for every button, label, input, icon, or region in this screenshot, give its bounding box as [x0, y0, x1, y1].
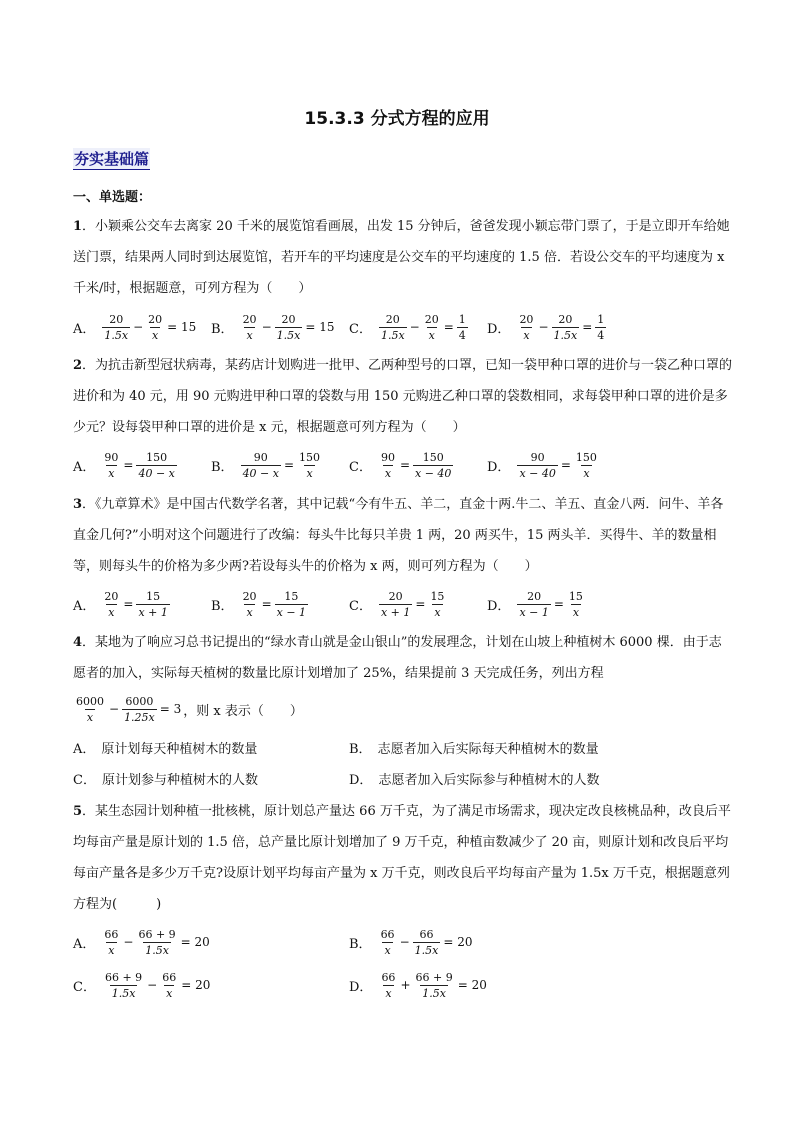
q3-option-a[interactable]: A． $\frac{20}{x}$ = $\frac{15}{x + 1}$ [73, 589, 168, 619]
question-text: ．为抗击新型冠状病毒，某药店计划购进一批甲、乙两种型号的口罩，已知一袋甲种口罩的进价与一袋乙种口罩的进价和为 40 元，用 90 元购进甲种口罩的袋数与用 150 元购进乙种口罩的袋数相同，求每袋甲种口罩的进价是多少元？设每袋甲种口罩的进价是 x 元，根据题意可列方程为（ ） [73, 358, 733, 435]
fraction: $\frac{66}{1.5x}$ [414, 927, 439, 957]
option-label: C． [349, 459, 372, 475]
option-label: B． [211, 598, 234, 614]
fraction: $\frac{66 + 9}{1.5x}$ [415, 970, 453, 1000]
option-label: C． [73, 772, 96, 788]
q4-equation: $\frac{6000}{x}$ − $\frac{6000}{1.25x}$ = 3 ，则 x 表示（ ） [76, 694, 303, 724]
q3-option-c[interactable]: C． $\frac{20}{x + 1}$ = $\frac{15}{x}$ [349, 589, 445, 619]
q4-option-c[interactable]: C． 原计划参与种植树木的人数 [73, 761, 258, 795]
option-label: A． [73, 321, 96, 337]
fraction: $\frac{66}{x}$ [162, 970, 177, 1000]
fraction: $\frac{1}{4}$ [458, 312, 466, 342]
q4-option-a[interactable]: A． 原计划每天种植树木的数量 [73, 730, 257, 764]
question-4 [73, 627, 733, 689]
question-number: 4 [73, 635, 83, 650]
q5-option-b[interactable]: B． $\frac{66}{x}$ − $\frac{66}{1.5x}$ = 20 [349, 927, 473, 957]
fraction: $\frac{90}{x - 40}$ [519, 450, 556, 480]
option-label: C． [349, 598, 372, 614]
q4-option-b[interactable]: B． 志愿者加入后实际每天种植树木的数量 [349, 730, 599, 764]
option-label: D． [349, 979, 373, 995]
question-number: 3 [73, 497, 83, 512]
question-number: 1 [73, 219, 83, 234]
fraction: $\frac{90}{x}$ [380, 450, 395, 480]
question-2 [73, 350, 733, 443]
q2-options [73, 448, 733, 482]
q4-option-d[interactable]: D． 志愿者加入后实际参与种植树木的人数 [349, 761, 599, 795]
option-label: A． [73, 741, 96, 757]
fraction: $\frac{20}{x}$ [104, 589, 119, 619]
q2-option-a[interactable]: A． $\frac{90}{x}$ = $\frac{150}{40 - x}$ [73, 450, 175, 480]
option-label: D． [487, 321, 511, 337]
option-label: D． [487, 598, 511, 614]
q4-options-row-1 [73, 730, 733, 764]
fraction: $\frac{6000}{1.25x}$ [124, 694, 155, 724]
fraction: $\frac{20}{1.5x}$ [553, 312, 578, 342]
option-label: D． [487, 459, 511, 475]
option-label: A． [73, 598, 96, 614]
q1-option-c[interactable]: C． $\frac{20}{1.5x}$ − $\frac{20}{x}$ = $\frac{1}{4}$ [349, 312, 466, 342]
fraction: $\frac{150}{x - 40}$ [415, 450, 452, 480]
fraction: $\frac{20}{x}$ [519, 312, 534, 342]
question-3 [73, 489, 733, 582]
fraction: $\frac{150}{x}$ [299, 450, 321, 480]
q4-options-row-2 [73, 761, 733, 795]
question-5 [73, 796, 733, 920]
q1-options [73, 310, 733, 344]
fraction: $\frac{150}{x}$ [575, 450, 597, 480]
q1-option-a[interactable]: A． $\frac{20}{1.5x}$ − $\frac{20}{x}$ = 15 [73, 312, 197, 342]
fraction: $\frac{20}{x}$ [148, 312, 163, 342]
q5-options-row-1 [73, 925, 733, 959]
part-heading: 一、单选题： [73, 190, 152, 205]
fraction: $\frac{15}{x + 1}$ [138, 589, 168, 619]
q2-option-c[interactable]: C． $\frac{90}{x}$ = $\frac{150}{x - 40}$ [349, 450, 452, 480]
q5-option-a[interactable]: A． $\frac{66}{x}$ − $\frac{66 + 9}{1.5x}$ = 20 [73, 927, 210, 957]
question-number: 5 [73, 804, 83, 819]
fraction: $\frac{20}{1.5x}$ [104, 312, 129, 342]
fraction: $\frac{15}{x}$ [568, 589, 583, 619]
question-text: ．某地为了响应习总书记提出的“绿水青山就是金山银山”的发展理念，计划在山坡上种植树木 6000 棵．由于志愿者的加入，实际每天植树的数量比原计划增加了 25%，结果提前 3 天完成任务，列出方程 [73, 635, 722, 681]
fraction: $\frac{15}{x}$ [430, 589, 445, 619]
q2-option-d[interactable]: D． $\frac{90}{x - 40}$ = $\frac{150}{x}$ [487, 450, 597, 480]
fraction: $\frac{66}{x}$ [381, 970, 396, 1000]
fraction: $\frac{1}{4}$ [597, 312, 605, 342]
option-label: B． [211, 321, 234, 337]
option-label: C． [349, 321, 372, 337]
fraction: $\frac{66}{x}$ [104, 927, 119, 957]
q5-option-d[interactable]: D． $\frac{66}{x}$ + $\frac{66 + 9}{1.5x}$ = 20 [349, 970, 487, 1000]
fraction: $\frac{15}{x - 1}$ [276, 589, 307, 619]
fraction: $\frac{20}{1.5x}$ [380, 312, 405, 342]
question-text: ．《九章算术》是中国古代数学名著，其中记载“今有牛五、羊二，直金十两.牛二、羊五、直金八两．问牛、羊各直金几何?”小明对这个问题进行了改编：每头牛比每只羊贵 1 两，20 两买牛，15 两头羊．买得牛、羊的数量相等，则每头牛的价格为多少两?若设每头牛的价格为 x 两，则可列方程为（ ） [73, 497, 724, 574]
fraction: $\frac{90}{x}$ [104, 450, 119, 480]
fraction: $\frac{6000}{x}$ [76, 694, 104, 724]
section-heading: 夯实基础篇 [74, 150, 150, 168]
q1-option-d[interactable]: D． $\frac{20}{x}$ − $\frac{20}{1.5x}$ = $\frac{1}{4}$ [487, 312, 605, 342]
page-title: 15.3.3 分式方程的应用 [304, 109, 490, 129]
fraction: $\frac{20}{x}$ [242, 589, 257, 619]
option-label: A． [73, 936, 96, 952]
fraction: $\frac{66}{x}$ [380, 927, 395, 957]
fraction: $\frac{66 + 9}{1.5x}$ [138, 927, 176, 957]
fraction: $\frac{90}{40 - x}$ [242, 450, 279, 480]
q3-option-d[interactable]: D． $\frac{20}{x - 1}$ = $\frac{15}{x}$ [487, 589, 583, 619]
question-number: 2 [73, 358, 83, 373]
option-label: B． [211, 459, 234, 475]
fraction: $\frac{20}{x}$ [424, 312, 439, 342]
fraction: $\frac{66 + 9}{1.5x}$ [104, 970, 143, 1000]
option-label: D． [349, 772, 373, 788]
fraction: $\frac{20}{x - 1}$ [519, 589, 549, 619]
option-label: A． [73, 459, 96, 475]
q5-option-c[interactable]: C． $\frac{66 + 9}{1.5x}$ − $\frac{66}{x}$ = 20 [73, 970, 211, 1000]
fraction: $\frac{20}{x}$ [242, 312, 257, 342]
option-label: C． [73, 979, 96, 995]
q5-options-row-2 [73, 968, 733, 1002]
question-text: ．小颖乘公交车去离家 20 千米的展览馆看画展，出发 15 分钟后，爸爸发现小颖忘带门票了，于是立即开车给她送门票，结果两人同时到达展览馆，若开车的平均速度是公交车的平均速度的 1.5 倍．若设公交车的平均速度为 x 千米/时，根据题意，可列方程为（ ） [73, 219, 730, 296]
question-text: ．某生态园计划种植一批核桃，原计划总产量达 66 万千克，为了满足市场需求，现决定改良核桃品种，改良后平均每亩产量是原计划的 1.5 倍，总产量比原计划增加了 9 万千克，种植亩数减少了 20 亩，则原计划和改良后平均每亩产量各是多少万千克?设原计划平均每亩产量为 x 万千克，则改良后平均每亩产量为 1.5x 万千克，根据题意列方程为( ) [73, 804, 731, 912]
fraction: $\frac{20}{1.5x}$ [276, 312, 301, 342]
fraction: $\frac{150}{40 - x}$ [138, 450, 175, 480]
option-label: B． [349, 741, 372, 757]
q1-option-b[interactable]: B． $\frac{20}{x}$ − $\frac{20}{1.5x}$ = 15 [211, 312, 335, 342]
q2-option-b[interactable]: B． $\frac{90}{40 - x}$ = $\frac{150}{x}$ [211, 450, 321, 480]
question-1 [73, 211, 733, 304]
q3-option-b[interactable]: B． $\frac{20}{x}$ = $\frac{15}{x - 1}$ [211, 589, 307, 619]
option-label: B． [349, 936, 372, 952]
q3-options [73, 587, 733, 621]
fraction: $\frac{20}{x + 1}$ [380, 589, 411, 619]
